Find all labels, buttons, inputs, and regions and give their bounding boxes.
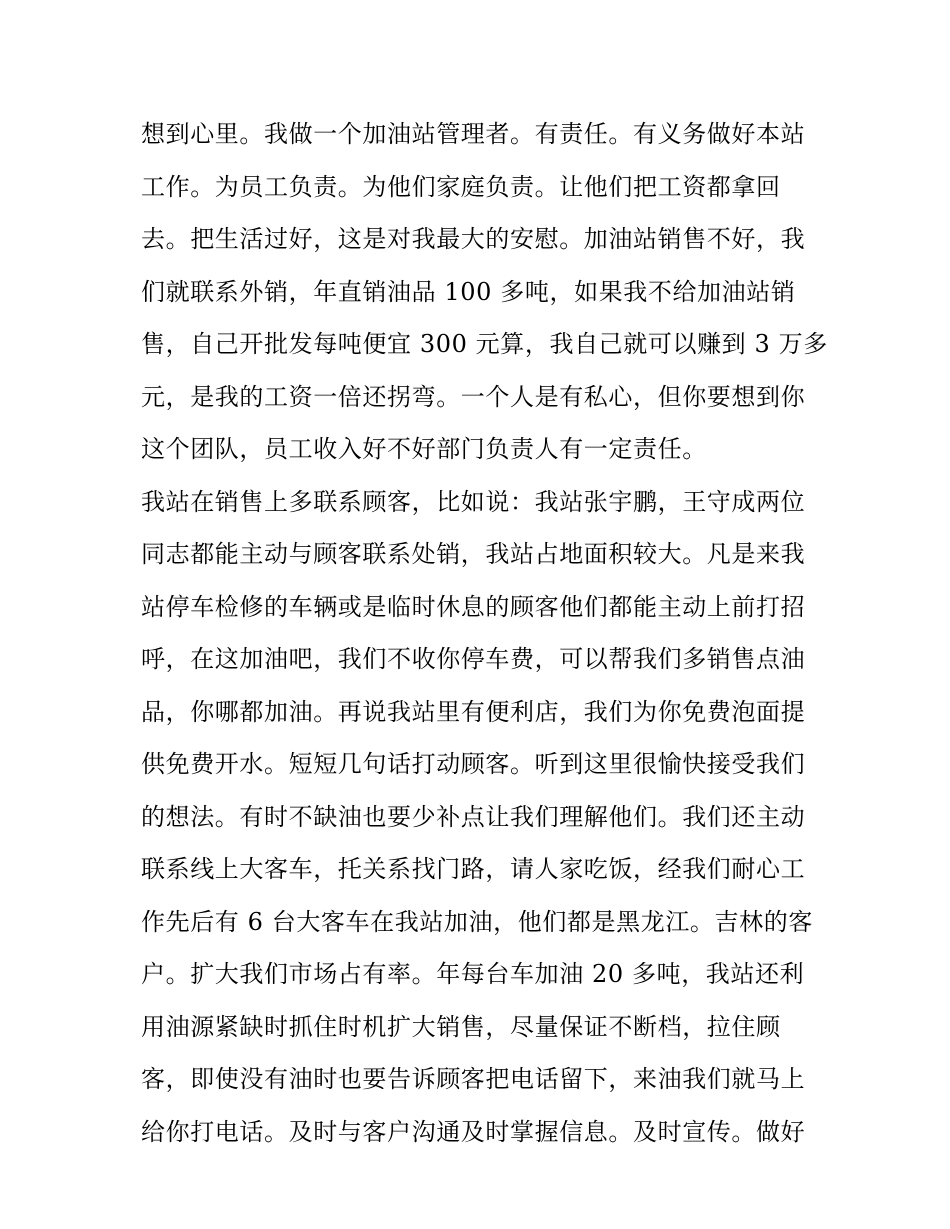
text-line: 售，自己开批发每吨便宜 300 元算，我自己就可以赚到 3 万多 bbox=[141, 330, 828, 358]
text-line: 想到心里。我做一个加油站管理者。有责任。有义务做好本站 bbox=[141, 120, 806, 148]
text-line: 们就联系外销，年直销油品 100 多吨，如果我不给加油站销 bbox=[141, 277, 796, 306]
text-line: 去。把生活过好，这是对我最大的安慰。加油站销售不好，我 bbox=[141, 225, 806, 253]
text-line: 用油源紧缺时抓住时机扩大销售，尽量保证不断档，拉住顾 bbox=[141, 1012, 781, 1041]
text-line: 呼，在这加油吧，我们不收你停车费，可以帮我们多销售点油 bbox=[141, 645, 806, 673]
text-line: 我站在销售上多联系顾客，比如说：我站张宇鹏，王守成两位 bbox=[141, 487, 806, 516]
text-line: 同志都能主动与顾客联系处销，我站占地面积较大。凡是来我 bbox=[141, 540, 806, 568]
text-line: 客，即使没有油时也要告诉顾客把电话留下，来油我们就马上 bbox=[141, 1065, 806, 1093]
text-line: 供免费开水。短短几句话打动顾客。听到这里很愉快接受我们 bbox=[141, 750, 806, 778]
body-text bbox=[141, 108, 828, 1158]
text-line: 给你打电话。及时与客户沟通及时掌握信息。及时宣传。做好 bbox=[141, 1117, 806, 1146]
text-line: 户。扩大我们市场占有率。年每台车加油 20 多吨，我站还利 bbox=[141, 960, 805, 988]
text-line: 这个团队，员工收入好不好部门负责人有一定责任。 bbox=[141, 435, 707, 463]
text-line: 站停车检修的车辆或是临时休息的顾客他们都能主动上前打招 bbox=[141, 592, 806, 621]
text-line: 的想法。有时不缺油也要少补点让我们理解他们。我们还主动 bbox=[141, 802, 806, 831]
text-line: 工作。为员工负责。为他们家庭负责。让他们把工资都拿回 bbox=[141, 172, 781, 201]
text-line: 作先后有 6 台大客车在我站加油，他们都是黑龙江。吉林的客 bbox=[141, 907, 813, 936]
text-line: 元，是我的工资一倍还拐弯。一个人是有私心，但你要想到你 bbox=[141, 382, 806, 411]
text-line: 品，你哪都加油。再说我站里有便利店，我们为你免费泡面提 bbox=[141, 697, 806, 726]
text-line: 联系线上大客车，托关系找门路，请人家吃饭，经我们耐心工 bbox=[141, 855, 806, 883]
